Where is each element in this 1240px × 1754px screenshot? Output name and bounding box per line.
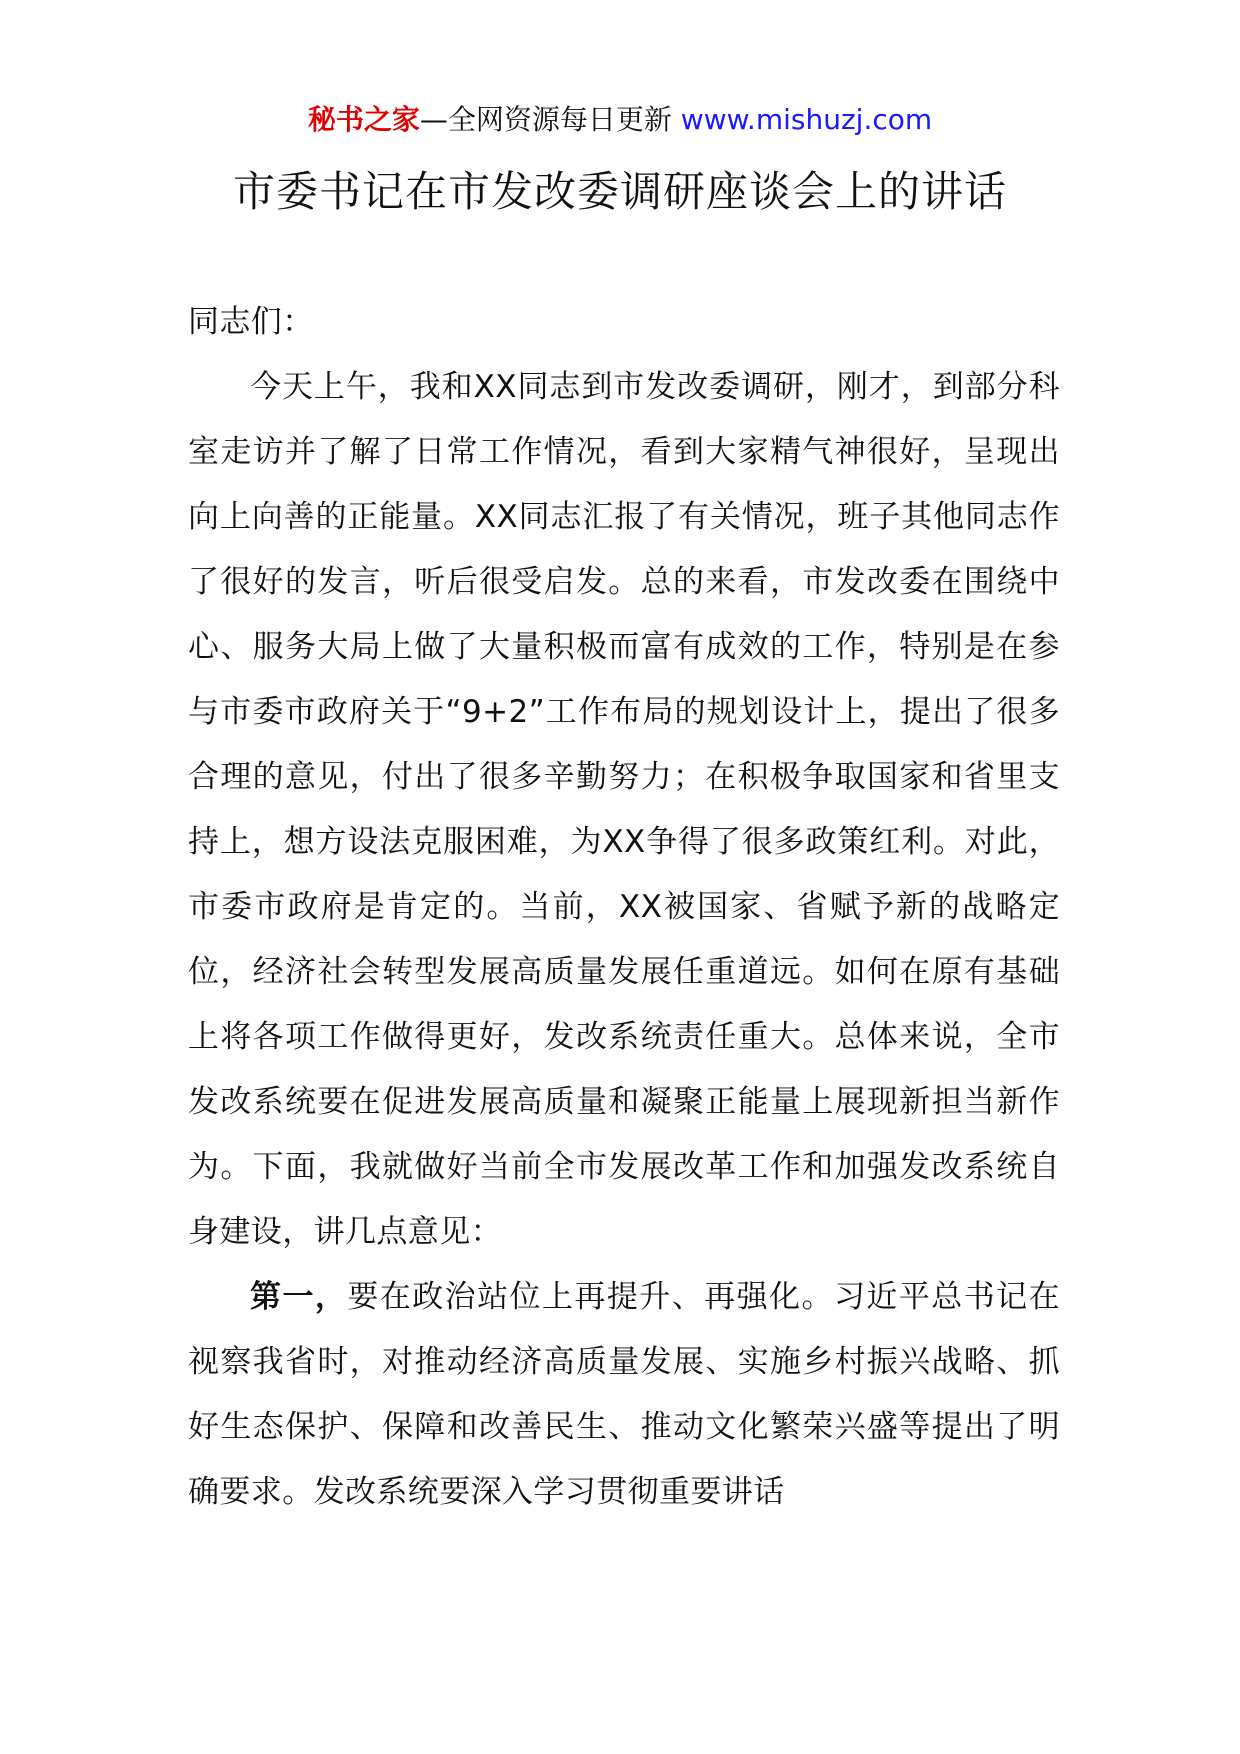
paragraph-2-lead: 第一， (250, 1279, 348, 1315)
site-url-link[interactable]: www.mishuzj.com (680, 103, 933, 136)
paragraph-2 (188, 1265, 1060, 1525)
paragraph-1: 今天上午，我和XX同志到市发改委调研，刚才，到部分科室走访并了解了日常工作情况，看到大家精气神很好，呈现出向上向善的正能量。XX同志汇报了有关情况，班子其他同志作了很好的发言，听后很受启发。总的来看，市发改委在围绕中心、服务大局上做了大量积极而富有成效的工作，特别是在参与市委市政府关于“9+2”工作布局的规划设计上，提出了很多合理的意见，付出了很多辛勤努力；在积极争取国家和省里支持上，想方设法克服困难，为XX争得了很多政策红利。对此，市委市政府是肯定的。当前，XX被国家、省赋予新的战略定位，经济社会转型发展高质量发展任重道远。如何在原有基础上将各项工作做得更好，发改系统责任重大。总体来说，全市发改系统要在促进发展高质量和凝聚正能量上展现新担当新作为。下面，我就做好当前全市发展改革工作和加强发改系统自身建设，讲几点意见： (188, 369, 1060, 1250)
paragraph-2-text: 要在政治站位上再提升、再强化。习近平总书记在视察我省时，对推动经济高质量发展、实施乡村振兴战略、抓好生态保护、保障和改善民生、推动文化繁荣兴盛等提出了明确要求。发改系统要深入学习贯彻重要讲话 (188, 1279, 1060, 1510)
header-slogan: —全网资源每日更新 (419, 103, 672, 136)
document-body (188, 290, 1060, 1525)
salutation: 同志们： (188, 304, 314, 340)
brand-name: 秘书之家 (307, 103, 420, 136)
site-header (0, 100, 1240, 140)
document-title: 市委书记在市发改委调研座谈会上的讲话 (232, 167, 1007, 216)
